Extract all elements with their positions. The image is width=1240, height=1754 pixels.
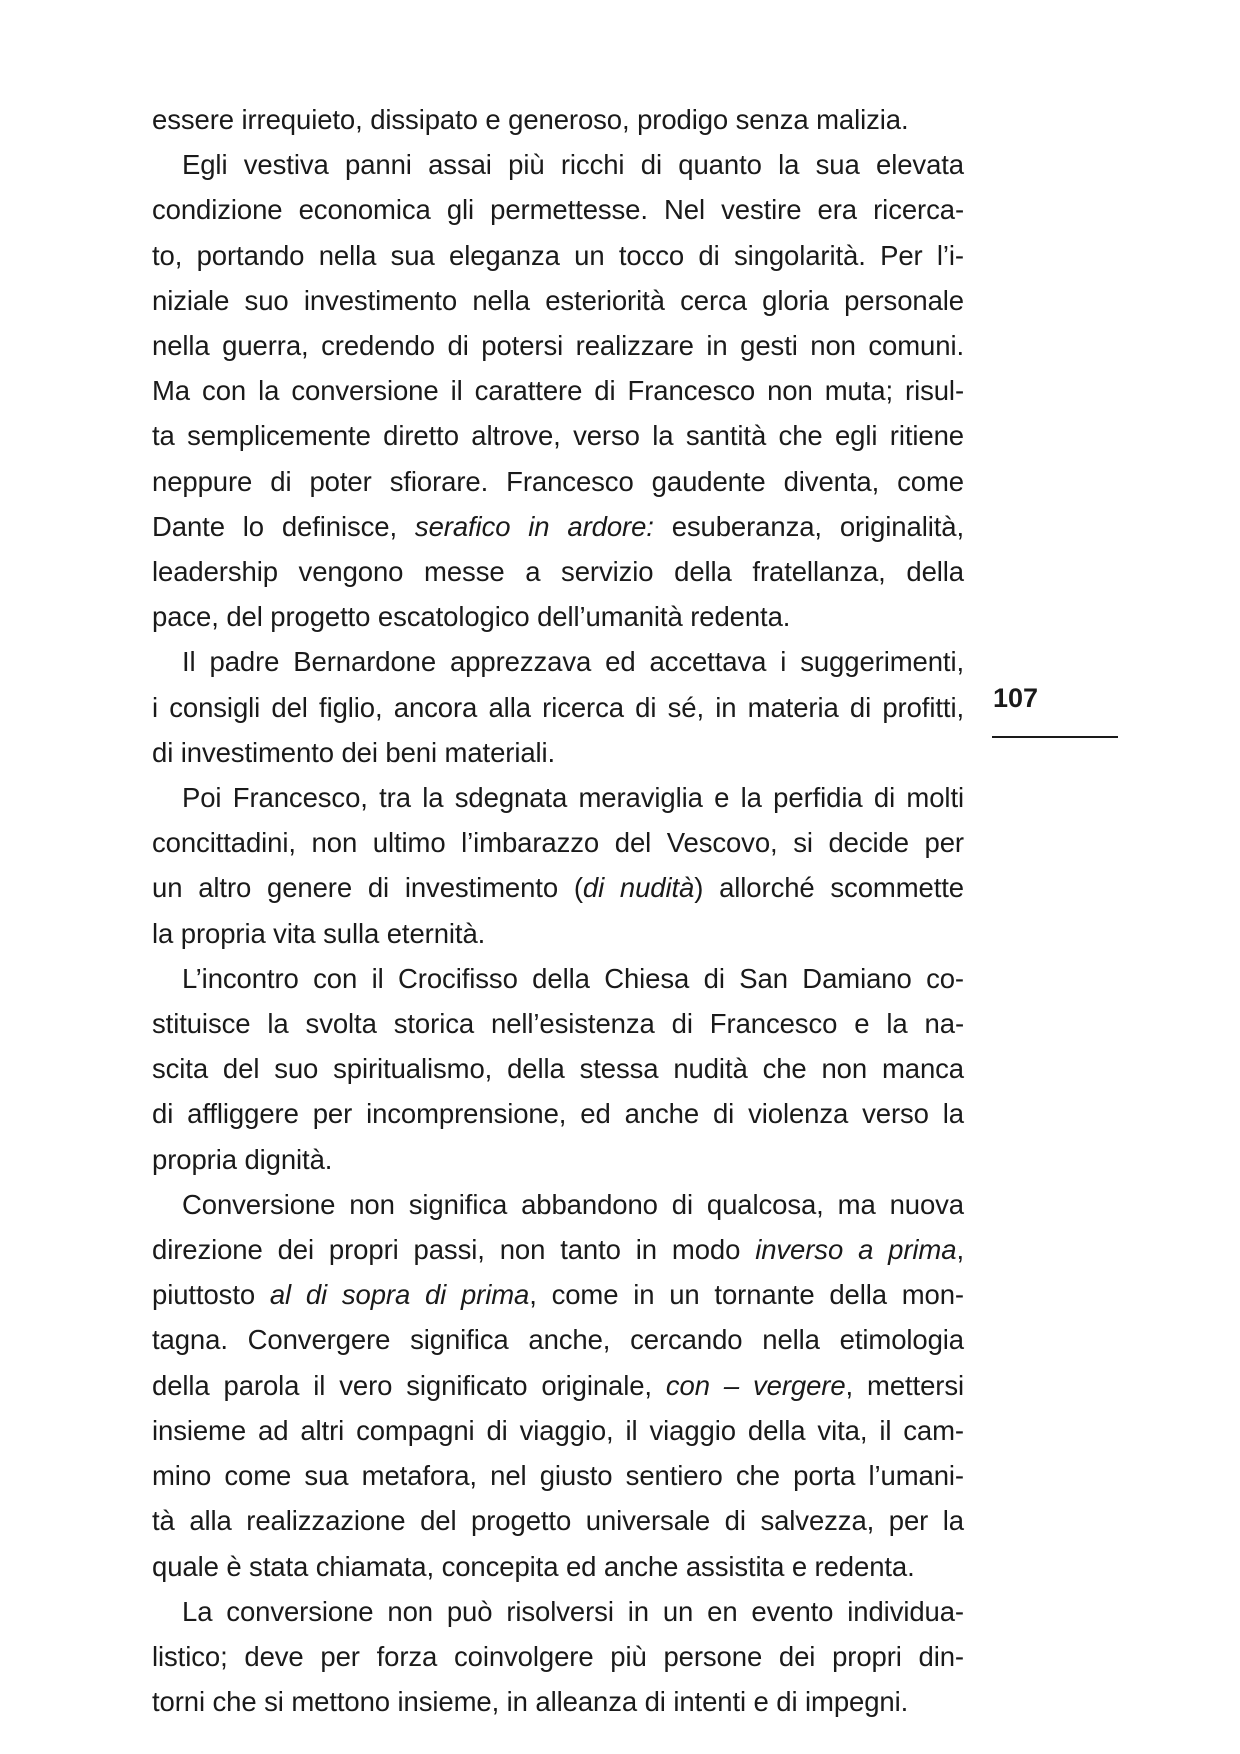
paragraph: [152, 1589, 964, 1725]
text-line: [152, 1679, 964, 1724]
text-run: esuberanza, originalità,: [653, 510, 964, 542]
text-run: quale è stata chiamata, concepita ed anche assistita e redenta.: [152, 1550, 915, 1582]
paragraph: [152, 97, 964, 142]
text-run: neppure di poter sfiorare. Francesco gaudente diventa, come: [152, 465, 964, 497]
text-run: di affliggere per incomprensione, ed anche di violenza verso la: [152, 1098, 964, 1130]
italic-emphasis: inverso a prima: [755, 1234, 957, 1266]
text-line: [152, 413, 964, 458]
text-run: essere irrequieto, dissipato e generoso, prodigo senza malizia.: [152, 104, 909, 135]
text-run: di investimento dei beni materiali.: [152, 736, 556, 768]
text-line: [152, 639, 964, 684]
text-run: i consigli del figlio, ancora alla ricerca di sé, in materia di profitti,: [152, 691, 964, 723]
italic-emphasis: di nudità: [582, 872, 695, 904]
text-run: pace, del progetto escatologico dell’umanità redenta.: [152, 601, 791, 633]
text-line: [152, 820, 964, 865]
text-run: niziale suo investimento nella esteriorità cerca gloria personale: [152, 284, 964, 316]
text-run: insieme ad altri compagni di viaggio, il viaggio della vita, il cam-: [152, 1414, 964, 1446]
text-line: [152, 187, 964, 232]
text-line: [152, 1182, 964, 1227]
text-run: Dante lo definisce,: [152, 510, 415, 542]
text-line: [152, 911, 964, 956]
text-run: un altro genere di investimento (: [152, 872, 583, 904]
text-line: [152, 1544, 964, 1589]
text-line: [152, 1137, 964, 1182]
text-line: [152, 1227, 964, 1272]
text-line: [152, 1272, 964, 1317]
text-line: [152, 233, 964, 278]
text-line: [152, 685, 964, 730]
text-line: [152, 1046, 964, 1091]
text-line: [152, 865, 964, 910]
text-line: [152, 1001, 964, 1046]
text-line: [152, 775, 964, 820]
paragraph: [152, 775, 964, 956]
page-number-rule: [992, 736, 1118, 738]
text-run: Conversione non significa abbandono di qualcosa, ma nuova: [182, 1188, 964, 1220]
text-run: to, portando nella sua eleganza un tocco di singolarità. Per l’i-: [152, 239, 964, 271]
text-line: [152, 323, 964, 368]
paragraph: [152, 142, 964, 639]
italic-emphasis: serafico in ardore:: [414, 510, 654, 542]
text-line: [152, 1408, 964, 1453]
text-line: [152, 1634, 964, 1679]
text-run: , come in un tornante della mon-: [529, 1279, 964, 1311]
text-run: la propria vita sulla eternità.: [152, 917, 486, 949]
italic-emphasis: al di sopra di prima: [269, 1279, 530, 1311]
text-run: Poi Francesco, tra la sdegnata meraviglia e la perfidia di molti: [182, 782, 964, 814]
text-run: direzione dei propri passi, non tanto in modo: [152, 1234, 756, 1266]
text-run: ) allorché scommette: [694, 872, 964, 904]
text-run: piuttosto: [152, 1279, 270, 1311]
text-run: La conversione non può risolversi in un en evento individua-: [182, 1595, 964, 1627]
text-run: scita del suo spiritualismo, della stessa nudità che non manca: [152, 1053, 964, 1085]
text-line: [152, 1589, 964, 1634]
text-line: [152, 1091, 964, 1136]
body-text-column: [152, 97, 964, 1724]
text-run: Il padre Bernardone apprezzava ed accettava i suggerimenti,: [182, 646, 964, 678]
page-number: 107: [993, 683, 1039, 713]
text-run: , mettersi: [845, 1369, 965, 1401]
text-run: mino come sua metafora, nel giusto sentiero che porta l’umani-: [152, 1460, 964, 1492]
text-run: tà alla realizzazione del progetto universale di salvezza, per la: [152, 1505, 964, 1537]
text-run: Egli vestiva panni assai più ricchi di quanto la sua elevata: [182, 149, 964, 181]
text-run: L’incontro con il Crocifisso della Chiesa di San Damiano co-: [182, 962, 964, 994]
text-line: [152, 97, 964, 142]
text-run: leadership vengono messe a servizio della fratellanza, della: [152, 556, 964, 588]
text-run: Ma con la conversione il carattere di Francesco non muta; risul-: [152, 375, 964, 407]
text-line: [152, 956, 964, 1001]
text-run: torni che si mettono insieme, in alleanza di intenti e di impegni.: [152, 1686, 909, 1718]
text-line: [152, 504, 964, 549]
text-run: condizione economica gli permettesse. Nel vestire era ricerca-: [152, 194, 964, 226]
text-line: [152, 368, 964, 413]
text-line: [152, 1363, 964, 1408]
text-line: [152, 278, 964, 323]
paragraph: [152, 639, 964, 775]
paragraph: [152, 956, 964, 1182]
text-line: [152, 459, 964, 504]
text-run: stituisce la svolta storica nell’esistenza di Francesco e la na-: [152, 1008, 964, 1040]
text-run: nella guerra, credendo di potersi realizzare in gesti non comuni.: [152, 330, 964, 362]
text-run: propria dignità.: [152, 1143, 333, 1175]
text-line: [152, 1498, 964, 1543]
text-line: [152, 1453, 964, 1498]
text-run: della parola il vero significato originale,: [152, 1369, 666, 1401]
text-line: [152, 549, 964, 594]
text-run: tagna. Convergere significa anche, cercando nella etimologia: [152, 1324, 964, 1356]
text-line: [152, 1317, 964, 1362]
text-run: listico; deve per forza coinvolgere più persone dei propri din-: [152, 1640, 964, 1672]
text-line: [152, 142, 964, 187]
text-run: ,: [956, 1234, 964, 1266]
italic-emphasis: con – vergere: [665, 1369, 846, 1401]
text-run: concittadini, non ultimo l’imbarazzo del Vescovo, si decide per: [152, 827, 964, 859]
text-line: [152, 730, 964, 775]
paragraph: [152, 1182, 964, 1589]
text-line: [152, 594, 964, 639]
text-run: ta semplicemente diretto altrove, verso la santità che egli ritiene: [152, 420, 964, 452]
